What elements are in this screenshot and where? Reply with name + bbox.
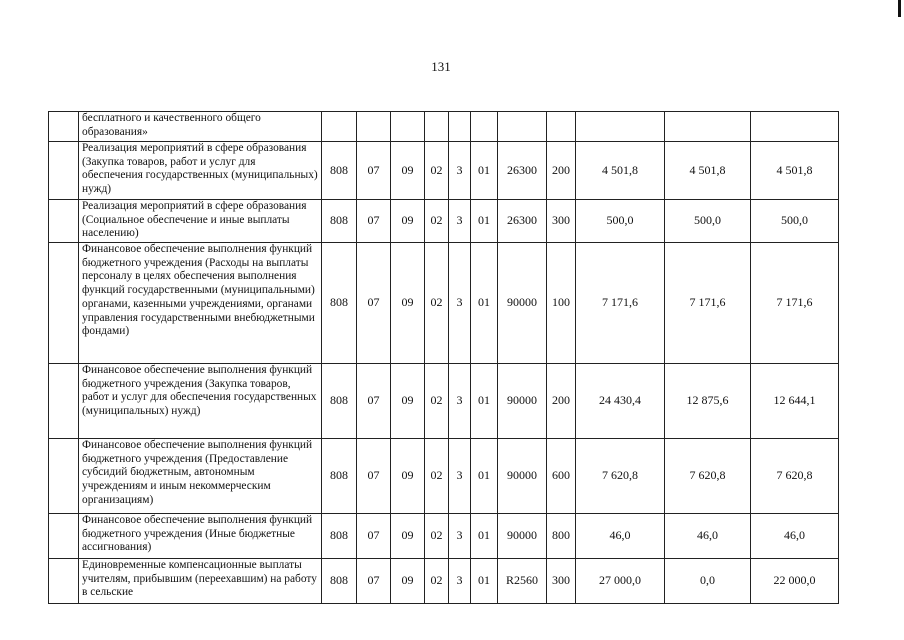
main-event-cell: 01 <box>471 364 498 439</box>
subsection-cell: 09 <box>391 364 425 439</box>
main-event-cell: 01 <box>471 200 498 243</box>
main-event-cell <box>471 112 498 142</box>
subprogram-cell: 3 <box>449 243 471 364</box>
direction-code-cell: 90000 <box>498 243 547 364</box>
amount-col3-cell: 22 000,0 <box>751 559 839 604</box>
blank-cell <box>49 200 79 243</box>
description-cell: Финансовое обеспечение выполнения функций бюджетного учреждения (Иные бюджетные ассигнования) <box>79 514 322 559</box>
section-cell: 07 <box>357 439 391 514</box>
budget-table <box>48 111 839 604</box>
main-event-cell: 01 <box>471 439 498 514</box>
amount-col2-cell <box>665 112 751 142</box>
description-cell: Единовременные компенсационные выплаты учителям, прибывшим (переехавшим) на работу в сельские <box>79 559 322 604</box>
subsection-cell: 09 <box>391 559 425 604</box>
description-cell: Финансовое обеспечение выполнения функций бюджетного учреждения (Предоставление субсидий бюджетным, автономным учреждениям и иным некоммерческим организациям) <box>79 439 322 514</box>
table-row <box>49 243 839 364</box>
section-cell: 07 <box>357 364 391 439</box>
subsection-cell: 09 <box>391 243 425 364</box>
direction-code-cell: 26300 <box>498 142 547 200</box>
blank-cell <box>49 142 79 200</box>
main-event-cell: 01 <box>471 243 498 364</box>
amount-col3-cell: 500,0 <box>751 200 839 243</box>
blank-cell <box>49 559 79 604</box>
ministry-code-cell: 808 <box>322 142 357 200</box>
subprogram-cell: 3 <box>449 559 471 604</box>
subsection-cell: 09 <box>391 439 425 514</box>
amount-col3-cell: 4 501,8 <box>751 142 839 200</box>
table-row <box>49 364 839 439</box>
section-cell: 07 <box>357 514 391 559</box>
subprogram-cell <box>449 112 471 142</box>
ministry-code-cell: 808 <box>322 514 357 559</box>
direction-code-cell: 26300 <box>498 200 547 243</box>
amount-col2-cell: 500,0 <box>665 200 751 243</box>
expense-type-cell: 200 <box>547 364 576 439</box>
table-row <box>49 112 839 142</box>
subsection-cell: 09 <box>391 142 425 200</box>
amount-col3-cell: 12 644,1 <box>751 364 839 439</box>
amount-col3-cell <box>751 112 839 142</box>
amount-col2-cell: 4 501,8 <box>665 142 751 200</box>
subprogram-cell: 3 <box>449 200 471 243</box>
section-cell <box>357 112 391 142</box>
program-cell: 02 <box>425 364 449 439</box>
expense-type-cell: 800 <box>547 514 576 559</box>
program-cell: 02 <box>425 439 449 514</box>
program-cell: 02 <box>425 514 449 559</box>
amount-col1-cell: 4 501,8 <box>576 142 665 200</box>
table-row <box>49 142 839 200</box>
direction-code-cell: 90000 <box>498 364 547 439</box>
amount-col1-cell <box>576 112 665 142</box>
subprogram-cell: 3 <box>449 439 471 514</box>
description-cell: Финансовое обеспечение выполнения функций бюджетного учреждения (Расходы на выплаты персоналу в целях обеспечения выполнения функций государственными (муниципальными) органами, казенными учреждениями, органами управления государственными внебюджетными фондами) <box>79 243 322 364</box>
table-row <box>49 559 839 604</box>
blank-cell <box>49 243 79 364</box>
program-cell: 02 <box>425 142 449 200</box>
expense-type-cell: 200 <box>547 142 576 200</box>
subprogram-cell: 3 <box>449 364 471 439</box>
amount-col1-cell: 24 430,4 <box>576 364 665 439</box>
amount-col2-cell: 7 171,6 <box>665 243 751 364</box>
section-cell: 07 <box>357 559 391 604</box>
blank-cell <box>49 514 79 559</box>
table-row <box>49 514 839 559</box>
blank-cell <box>49 364 79 439</box>
expense-type-cell: 600 <box>547 439 576 514</box>
subprogram-cell: 3 <box>449 514 471 559</box>
page-number: 131 <box>431 59 451 74</box>
description-cell: Реализация мероприятий в сфере образования (Социальное обеспечение и иные выплаты населению) <box>79 200 322 243</box>
ministry-code-cell <box>322 112 357 142</box>
blank-cell <box>49 112 79 142</box>
table-row <box>49 439 839 514</box>
table-row <box>49 200 839 243</box>
amount-col2-cell: 7 620,8 <box>665 439 751 514</box>
expense-type-cell: 100 <box>547 243 576 364</box>
amount-col2-cell: 12 875,6 <box>665 364 751 439</box>
amount-col2-cell: 46,0 <box>665 514 751 559</box>
direction-code-cell: R2560 <box>498 559 547 604</box>
main-event-cell: 01 <box>471 559 498 604</box>
ministry-code-cell: 808 <box>322 364 357 439</box>
direction-code-cell <box>498 112 547 142</box>
direction-code-cell: 90000 <box>498 439 547 514</box>
amount-col3-cell: 46,0 <box>751 514 839 559</box>
amount-col1-cell: 7 620,8 <box>576 439 665 514</box>
ministry-code-cell: 808 <box>322 439 357 514</box>
amount-col3-cell: 7 171,6 <box>751 243 839 364</box>
expense-type-cell: 300 <box>547 200 576 243</box>
expense-type-cell: 300 <box>547 559 576 604</box>
amount-col3-cell: 7 620,8 <box>751 439 839 514</box>
subsection-cell: 09 <box>391 514 425 559</box>
description-cell: Реализация мероприятий в сфере образования (Закупка товаров, работ и услуг для обеспечения государственных (муниципальных) нужд) <box>79 142 322 200</box>
section-cell: 07 <box>357 243 391 364</box>
section-cell: 07 <box>357 142 391 200</box>
program-cell: 02 <box>425 559 449 604</box>
section-cell: 07 <box>357 200 391 243</box>
main-event-cell: 01 <box>471 142 498 200</box>
ministry-code-cell: 808 <box>322 559 357 604</box>
expense-type-cell <box>547 112 576 142</box>
description-cell: бесплатного и качественного общего образования» <box>79 112 322 142</box>
program-cell: 02 <box>425 243 449 364</box>
description-cell: Финансовое обеспечение выполнения функций бюджетного учреждения (Закупка товаров, работ и услуг для обеспечения государственных (муниципальных) нужд) <box>79 364 322 439</box>
ministry-code-cell: 808 <box>322 200 357 243</box>
subsection-cell: 09 <box>391 200 425 243</box>
amount-col1-cell: 500,0 <box>576 200 665 243</box>
amount-col2-cell: 0,0 <box>665 559 751 604</box>
main-event-cell: 01 <box>471 514 498 559</box>
amount-col1-cell: 7 171,6 <box>576 243 665 364</box>
subprogram-cell: 3 <box>449 142 471 200</box>
subsection-cell <box>391 112 425 142</box>
ministry-code-cell: 808 <box>322 243 357 364</box>
amount-col1-cell: 46,0 <box>576 514 665 559</box>
blank-cell <box>49 439 79 514</box>
program-cell: 02 <box>425 200 449 243</box>
program-cell <box>425 112 449 142</box>
amount-col1-cell: 27 000,0 <box>576 559 665 604</box>
direction-code-cell: 90000 <box>498 514 547 559</box>
scan-edge-mark <box>898 0 901 17</box>
